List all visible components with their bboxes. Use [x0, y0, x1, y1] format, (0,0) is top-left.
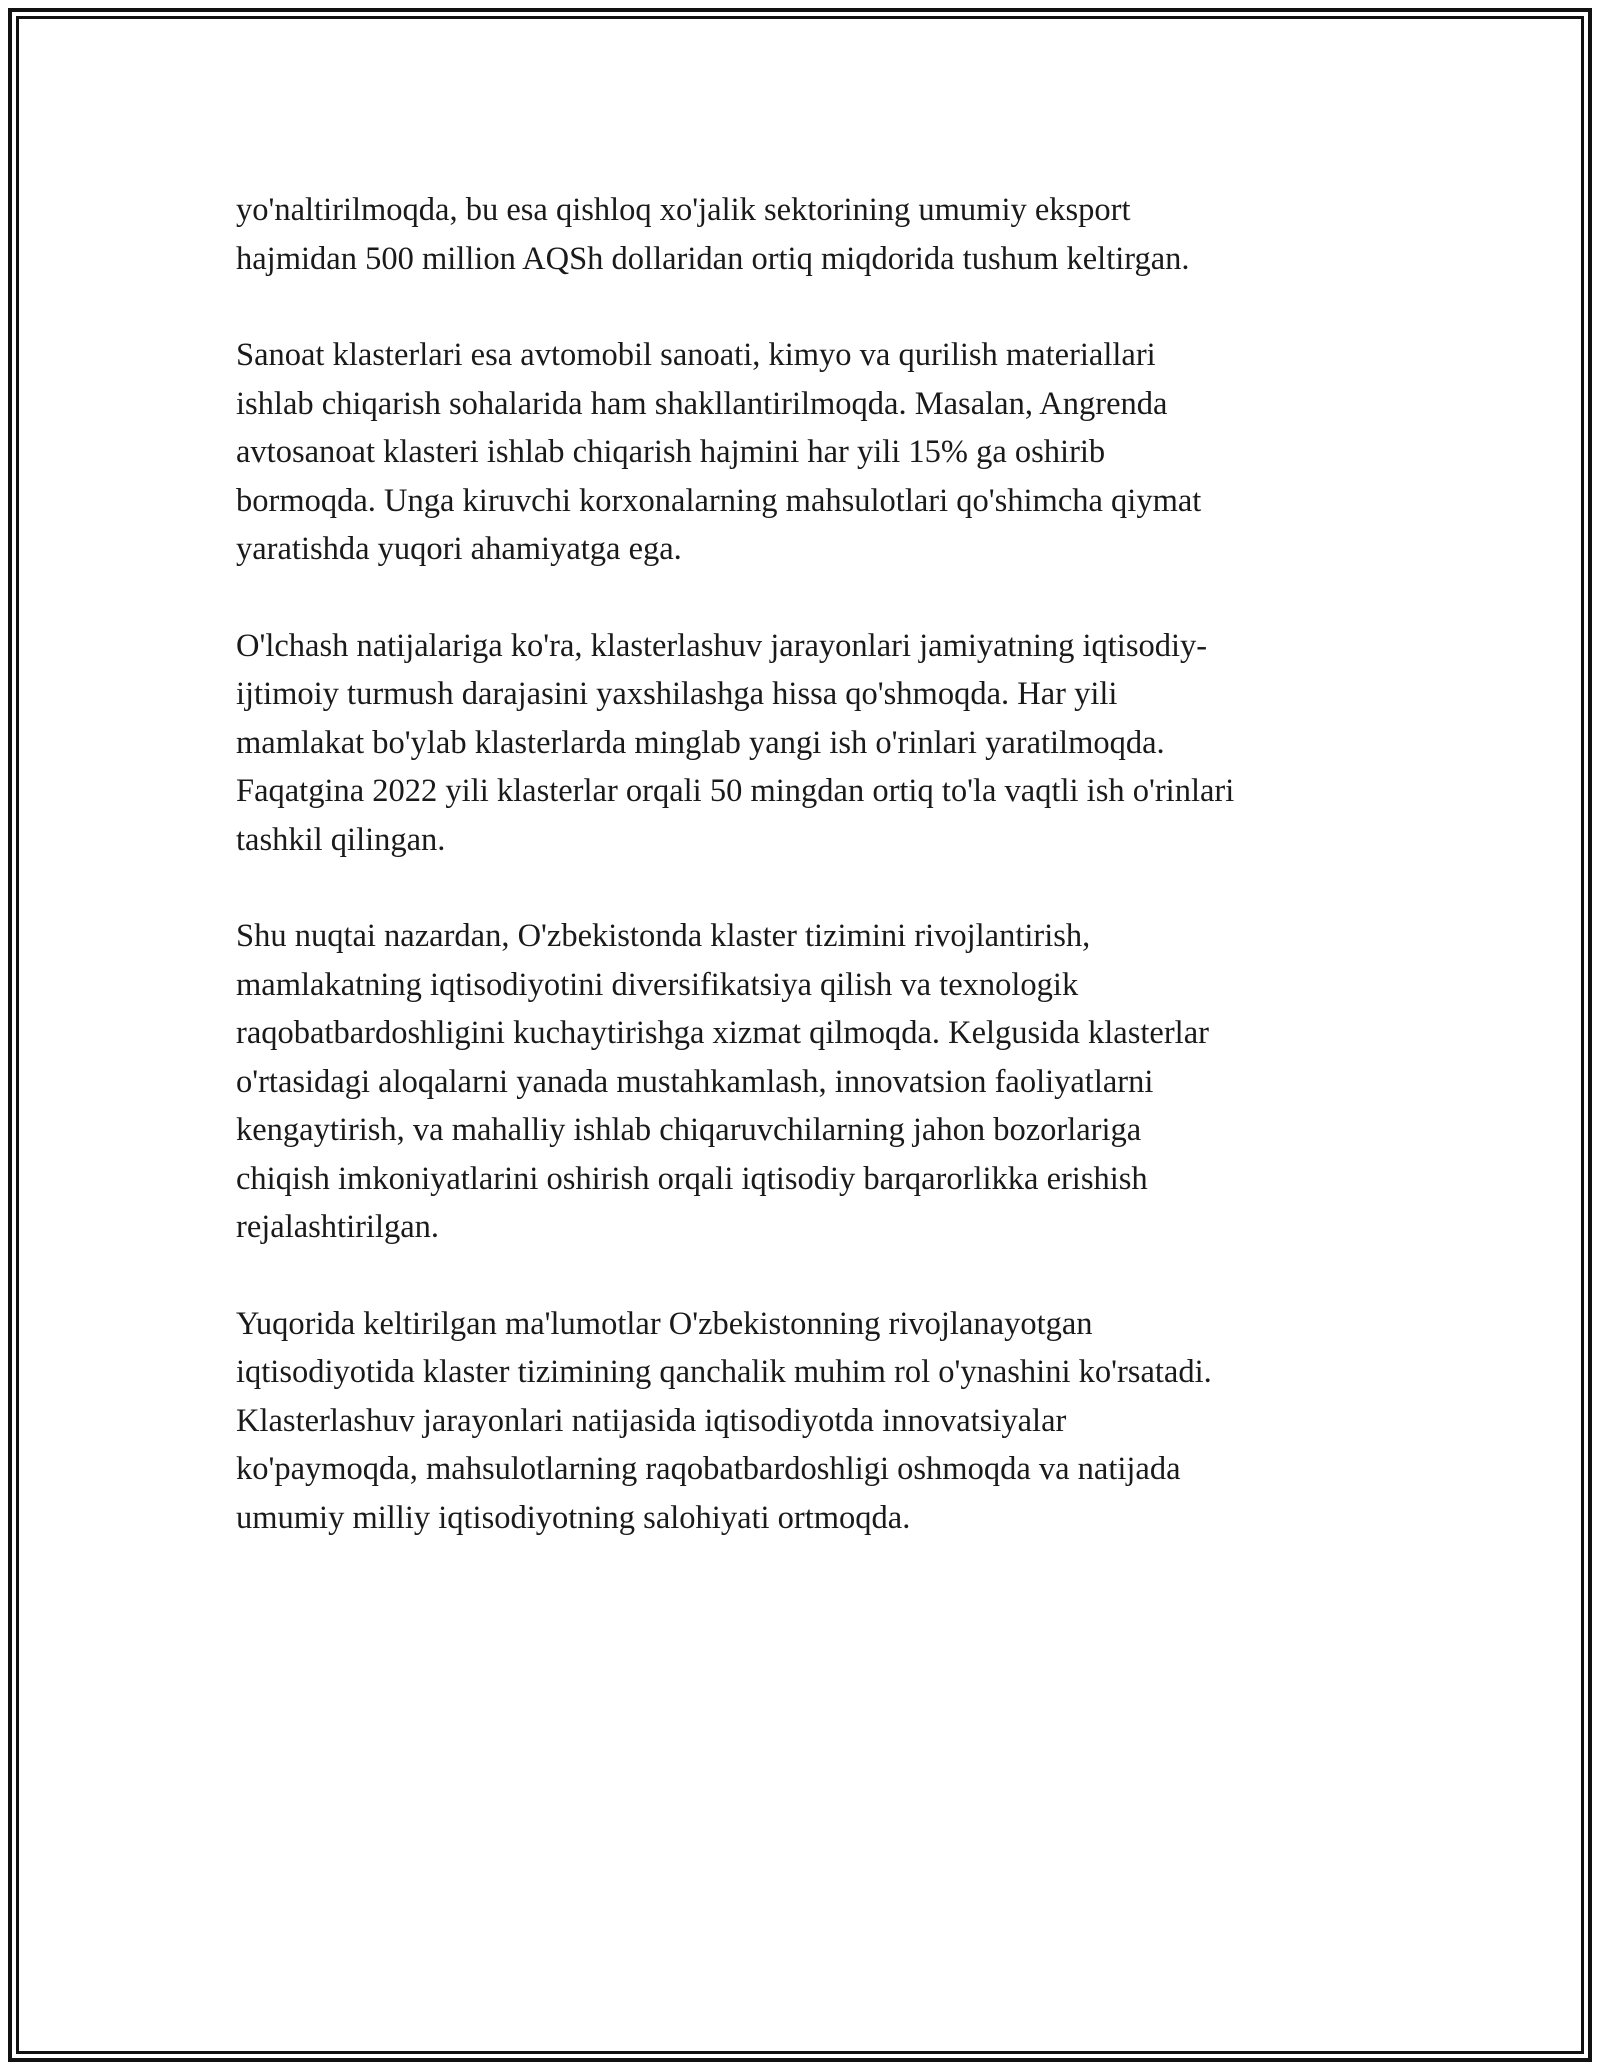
text-line: o'rtasidagi aloqalarni yanada mustahkamlash, innovatsion faoliyatlarni — [236, 1063, 1154, 1100]
text-line: Faqatgina 2022 yili klasterlar orqali 50 mingdan ortiq to'la vaqtli ish o'rinlari — [236, 773, 1235, 809]
text-line: chiqish imkoniyatlarini oshirish orqali iqtisodiy barqarorlikka erishish — [236, 1160, 1148, 1197]
paragraph-export-revenue — [236, 186, 1366, 283]
text-line: hajmidan 500 million AQSh dollaridan ortiq miqdorida tushum keltirgan. — [236, 240, 1190, 277]
text-line: iqtisodiyotida klaster tizimining qanchalik muhim rol o'ynashini ko'rsatadi. — [236, 1354, 1212, 1390]
text-line: ijtimoiy turmush darajasini yaxshilashga hissa qo'shmoqda. Har yili — [236, 676, 1118, 712]
text-line: bormoqda. Unga kiruvchi korxonalarning mahsulotlari qo'shimcha qiymat — [236, 482, 1202, 519]
text-line: mamlakatning iqtisodiyotini diversifikatsiya qilish va texnologik — [236, 966, 1079, 1003]
paragraph-diversification — [236, 912, 1366, 1252]
text-line: mamlakat bo'ylab klasterlarda minglab yangi ish o'rinlari yaratilmoqda. — [236, 724, 1165, 761]
text-line: yaratishda yuqori ahamiyatga ega. — [236, 531, 682, 567]
text-line: umumiy milliy iqtisodiyotning salohiyati ortmoqda. — [236, 1499, 911, 1536]
paragraph-industrial-clusters — [236, 331, 1366, 574]
text-line: avtosanoat klasteri ishlab chiqarish hajmini har yili 15% ga oshirib — [236, 434, 1106, 470]
text-line: ko'paymoqda, mahsulotlarning raqobatbardoshligi oshmoqda va natijada — [236, 1451, 1181, 1487]
text-line: yo'naltirilmoqda, bu esa qishloq xo'jalik sektorining umumiy eksport — [236, 192, 1131, 228]
text-line: kengaytirish, va mahalliy ishlab chiqaruvchilarning jahon bozorlariga — [236, 1112, 1142, 1148]
text-line: Sanoat klasterlari esa avtomobil sanoati, kimyo va qurilish materiallari — [236, 337, 1156, 373]
text-line: raqobatbardoshligini kuchaytirishga xizmat qilmoqda. Kelgusida klasterlar — [236, 1015, 1209, 1051]
text-line: rejalashtirilgan. — [236, 1209, 440, 1245]
text-line: Yuqorida keltirilgan ma'lumotlar O'zbekistonning rivojlanayotgan — [236, 1305, 1093, 1342]
text-line: ishlab chiqarish sohalarida ham shakllantirilmoqda. Masalan, Angrenda — [236, 385, 1168, 422]
paragraph-conclusion — [236, 1300, 1366, 1543]
text-line: Klasterlashuv jarayonlari natijasida iqtisodiyotda innovatsiyalar — [236, 1402, 1067, 1439]
text-line: O'lchash natijalariga ko'ra, klasterlashuv jarayonlari jamiyatning iqtisodiy- — [236, 627, 1208, 664]
document-body — [236, 186, 1366, 1590]
text-line: tashkil qilingan. — [236, 821, 446, 858]
paragraph-employment — [236, 622, 1366, 865]
text-line: Shu nuqtai nazardan, O'zbekistonda klaster tizimini rivojlantirish, — [236, 918, 1091, 954]
